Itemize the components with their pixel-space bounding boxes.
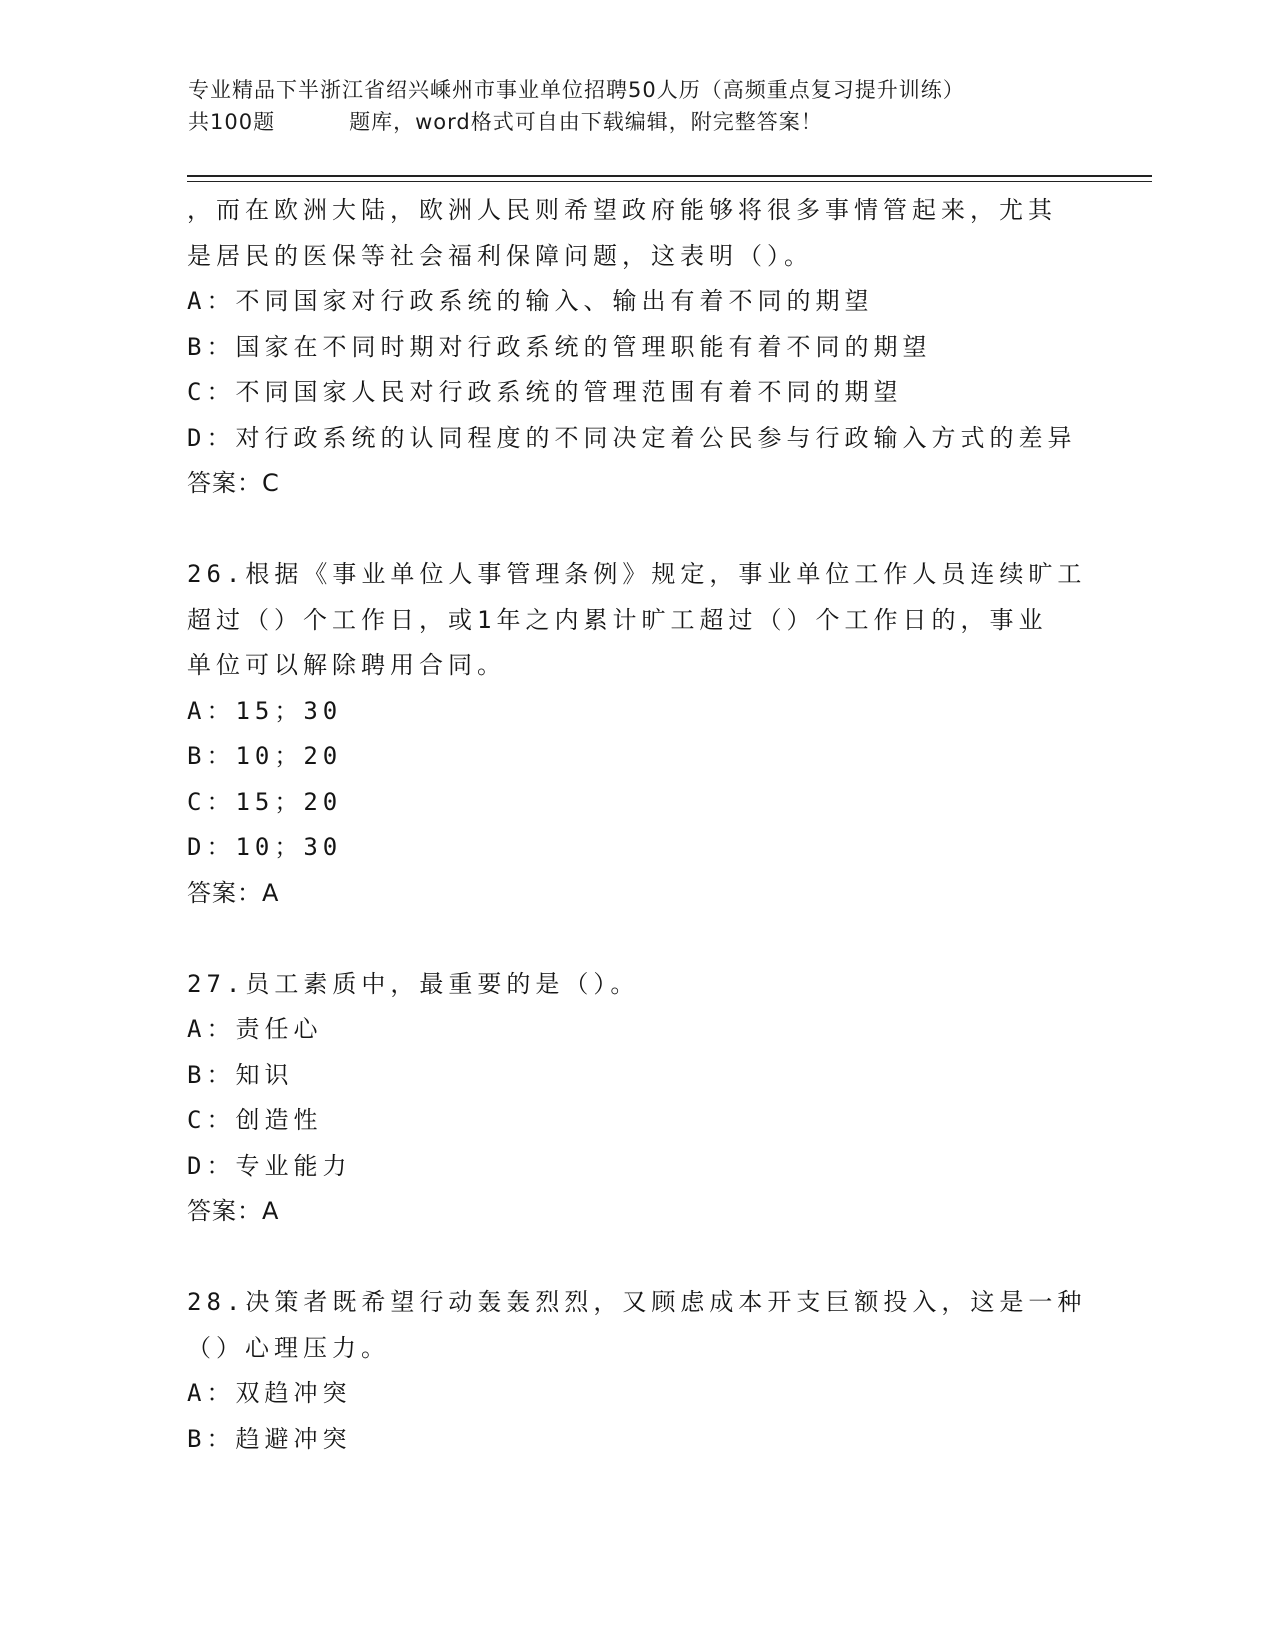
option-c: C：创造性 [187,1106,323,1134]
question-text: 是居民的医保等社会福利保障问题，这表明（）。 [187,241,813,270]
header-description: 题库，word格式可自由下载编辑，附完整答案！ [349,110,823,134]
option-a: A：不同国家对行政系统的输入、输出有着不同的期望 [187,287,874,315]
question-block [187,188,1087,507]
question-text: ，而在欧洲大陆，欧洲人民则希望政府能够将很多事情管起来，尤其 [187,196,1057,224]
header-count: 共100题 [188,110,276,134]
option-c: C：15；20 [187,787,343,816]
option-b: B：10；20 [187,742,343,770]
header-rule-thick [187,175,1152,177]
option-a: A：责任心 [187,1015,323,1043]
answer-label: 答案：C [187,469,280,497]
option-d: D：10；30 [187,833,343,861]
answer-label: 答案：A [187,1197,280,1225]
question-block [187,1280,1087,1462]
question-text: 26.根据《事业单位人事管理条例》规定，事业单位工作人员连续旷工 [187,560,1087,588]
header-rule-thin [187,181,1152,182]
option-a: A：15；30 [187,696,343,725]
option-c: C：不同国家人民对行政系统的管理范围有着不同的期望 [187,378,903,406]
header-subtitle-line [188,106,1148,138]
question-text: 超过（）个工作日，或1年之内累计旷工超过（）个工作日的，事业 [187,605,1048,634]
question-text: 单位可以解除聘用合同。 [187,651,506,679]
option-b: B：趋避冲突 [187,1424,352,1453]
header-title-line: 专业精品下半浙江省绍兴嵊州市事业单位招聘50人历（高频重点复习提升训练） [188,78,965,102]
question-text: 27.员工素质中，最重要的是（）。 [187,969,640,998]
answer-label: 答案：A [187,878,280,907]
option-d: D：专业能力 [187,1151,352,1180]
question-block [187,552,1087,916]
page-header [188,74,1148,138]
option-b: B：国家在不同时期对行政系统的管理职能有着不同的期望 [187,332,932,361]
option-a: A：双趋冲突 [187,1379,352,1407]
option-d: D：对行政系统的认同程度的不同决定着公民参与行政输入方式的差异 [187,423,1077,452]
question-text: 28.决策者既希望行动轰轰烈烈，又顾虑成本开支巨额投入，这是一种 [187,1288,1087,1316]
question-block [187,962,1087,1235]
option-b: B：知识 [187,1060,294,1089]
question-content [187,188,1087,1462]
question-text: （）心理压力。 [187,1333,390,1362]
